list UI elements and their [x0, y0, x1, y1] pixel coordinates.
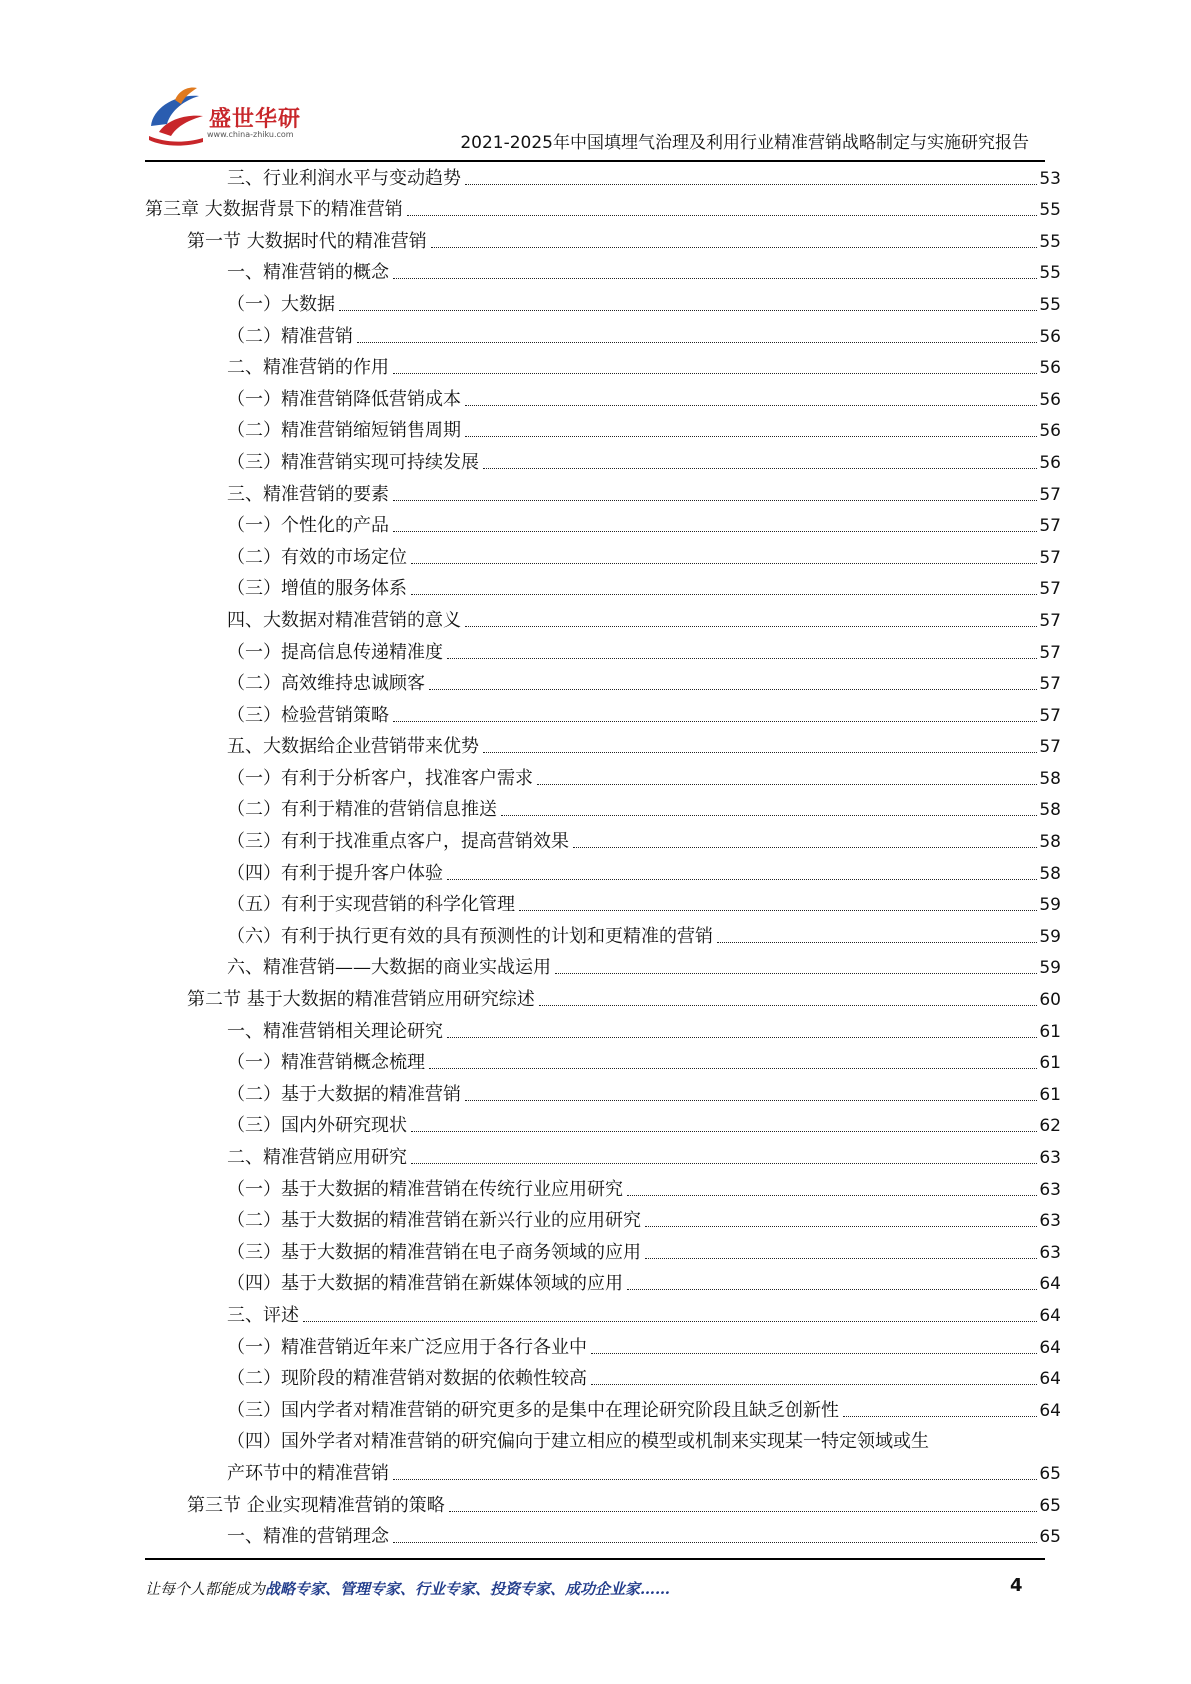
- toc-entry-title: （四）基于大数据的精准营销在新媒体领域的应用: [227, 1273, 623, 1295]
- toc-entry-title: （五）有利于实现营销的科学化管理: [227, 894, 515, 916]
- toc-entry[interactable]: [145, 602, 1061, 634]
- toc-entry-title: 第一节 大数据时代的精准营销: [187, 230, 427, 252]
- toc-entry-title: 四、大数据对精准营销的意义: [227, 609, 461, 631]
- toc-entry[interactable]: [145, 1424, 1061, 1456]
- toc-entry-title: （二）现阶段的精准营销对数据的依赖性较高: [227, 1368, 587, 1390]
- toc-entry-page: 56: [1039, 326, 1061, 347]
- toc-entry-page: 57: [1039, 642, 1061, 663]
- footer-divider: [145, 1558, 1045, 1560]
- toc-entry-title: （三）国内学者对精准营销的研究更多的是集中在理论研究阶段且缺乏创新性: [227, 1399, 839, 1421]
- toc-entry[interactable]: [145, 792, 1061, 824]
- toc-entry-page: 63: [1039, 1242, 1061, 1263]
- toc-entry[interactable]: [145, 950, 1061, 982]
- toc-entry[interactable]: [145, 1266, 1061, 1298]
- toc-leader-dots: [465, 183, 1037, 185]
- toc-entry-title: （二）高效维持忠诚顾客: [227, 673, 425, 695]
- toc-entry[interactable]: [145, 729, 1061, 761]
- toc-leader-dots: [627, 1288, 1037, 1290]
- toc-leader-dots: [411, 1162, 1037, 1164]
- toc-entry-title: （一）个性化的产品: [227, 515, 389, 537]
- toc-entry-title: （二）精准营销缩短销售周期: [227, 420, 461, 442]
- toc-leader-dots: [539, 1004, 1038, 1006]
- toc-leader-dots: [429, 688, 1037, 690]
- toc-leader-dots: [339, 309, 1037, 311]
- toc-entry-page: 57: [1039, 516, 1061, 537]
- toc-entry-page: 63: [1039, 1179, 1061, 1200]
- toc-entry-page: 56: [1039, 452, 1061, 473]
- toc-entry-title: 三、精准营销的要素: [227, 483, 389, 505]
- toc-leader-dots: [465, 1099, 1037, 1101]
- toc-entry[interactable]: [145, 634, 1061, 666]
- toc-entry-page: 62: [1039, 1116, 1061, 1137]
- page-header: [145, 78, 1045, 160]
- toc-entry-title: （二）精准营销: [227, 325, 353, 347]
- toc-leader-dots: [447, 878, 1037, 880]
- toc-entry-title: （二）有利于精准的营销信息推送: [227, 799, 497, 821]
- toc-leader-dots: [447, 657, 1037, 659]
- toc-entry-title: 三、行业利润水平与变动趋势: [227, 167, 461, 189]
- toc-entry-title: （四）有利于提升客户体验: [227, 862, 443, 884]
- toc-entry-title: （二）基于大数据的精准营销: [227, 1083, 461, 1105]
- toc-leader-dots: [393, 1541, 1037, 1543]
- toc-entry-page: 61: [1039, 1021, 1061, 1042]
- toc-entry-page: 65: [1039, 1495, 1061, 1516]
- toc-entry-page: 57: [1039, 484, 1061, 505]
- toc-entry-page: 65: [1039, 1463, 1061, 1484]
- page-number: 4: [1010, 1575, 1023, 1596]
- toc-leader-dots: [447, 1036, 1037, 1038]
- toc-entry-title: （一）精准营销近年来广泛应用于各行各业中: [227, 1336, 587, 1358]
- toc-entry-title: （一）精准营销概念梳理: [227, 1052, 425, 1074]
- toc-entry[interactable]: [145, 1139, 1061, 1171]
- toc-entry-page: 58: [1039, 863, 1061, 884]
- toc-entry[interactable]: [145, 508, 1061, 540]
- toc-entry-page: 60: [1039, 990, 1061, 1011]
- toc-entry[interactable]: [145, 539, 1061, 571]
- toc-entry-page: 64: [1039, 1369, 1061, 1390]
- toc-entry-page: 56: [1039, 421, 1061, 442]
- toc-leader-dots: [555, 972, 1037, 974]
- toc-entry-page: 57: [1039, 579, 1061, 600]
- footer-prefix: 让每个人都能成为: [145, 1580, 266, 1598]
- toc-entry[interactable]: [145, 855, 1061, 887]
- toc-entry-page: 57: [1039, 705, 1061, 726]
- report-title: 2021-2025年中国填埋气治理及利用行业精准营销战略制定与实施研究报告: [460, 133, 1029, 153]
- toc-entry-page: 59: [1039, 926, 1061, 947]
- toc-leader-dots: [591, 1352, 1037, 1354]
- toc-entry-title: 五、大数据给企业营销带来优势: [227, 736, 479, 758]
- toc-leader-dots: [645, 1225, 1037, 1227]
- toc-entry[interactable]: [145, 476, 1061, 508]
- toc-leader-dots: [393, 372, 1037, 374]
- toc-leader-dots: [303, 1320, 1037, 1322]
- toc-entry-page: 55: [1039, 231, 1061, 252]
- toc-entry-title: 二、精准营销的作用: [227, 357, 389, 379]
- toc-entry[interactable]: [145, 823, 1061, 855]
- toc-entry-page: 61: [1039, 1084, 1061, 1105]
- toc-entry[interactable]: [145, 1076, 1061, 1108]
- toc-entry[interactable]: [145, 1361, 1061, 1393]
- toc-entry-title: 三、评述: [227, 1304, 299, 1326]
- toc-entry[interactable]: [145, 1234, 1061, 1266]
- toc-leader-dots: [465, 435, 1037, 437]
- toc-entry-title: 一、精准营销相关理论研究: [227, 1020, 443, 1042]
- toc-leader-dots: [393, 530, 1037, 532]
- toc-entry[interactable]: [145, 571, 1061, 603]
- toc-entry[interactable]: [145, 223, 1061, 255]
- toc-entry-title: 一、精准营销的概念: [227, 262, 389, 284]
- toc-leader-dots: [465, 404, 1037, 406]
- toc-leader-dots: [537, 783, 1037, 785]
- logo-name: 盛世华研: [209, 107, 302, 132]
- toc-entry[interactable]: [145, 918, 1061, 950]
- toc-leader-dots: [393, 720, 1037, 722]
- toc-entry-title: （三）检验营销策略: [227, 704, 389, 726]
- toc-entry-page: 55: [1039, 294, 1061, 315]
- toc-entry-title: （一）提高信息传递精准度: [227, 641, 443, 663]
- toc-entry-page: 58: [1039, 832, 1061, 853]
- toc-leader-dots: [501, 814, 1037, 816]
- toc-entry-title: （三）国内外研究现状: [227, 1115, 407, 1137]
- toc-entry-title: （二）有效的市场定位: [227, 546, 407, 568]
- toc-leader-dots: [393, 499, 1037, 501]
- toc-leader-dots: [645, 1257, 1037, 1259]
- toc-entry[interactable]: [145, 413, 1061, 445]
- toc-entry-page: 64: [1039, 1337, 1061, 1358]
- toc-entry-page: 64: [1039, 1274, 1061, 1295]
- toc-entry[interactable]: [145, 697, 1061, 729]
- toc-entry-title: （四）国外学者对精准营销的研究偏向于建立相应的模型或机制来实现某一特定领域或生: [227, 1431, 929, 1453]
- toc-entry-title: 二、精准营销应用研究: [227, 1147, 407, 1168]
- toc-leader-dots: [717, 941, 1037, 943]
- toc-leader-dots: [407, 214, 1038, 216]
- toc-entry[interactable]: [145, 760, 1061, 792]
- toc-entry-title: （一）有利于分析客户，找准客户需求: [227, 767, 533, 789]
- toc-entry-page: 63: [1039, 1211, 1061, 1232]
- toc-leader-dots: [843, 1415, 1037, 1417]
- logo-url: www.china-zhiku.com: [207, 130, 294, 139]
- toc-entry[interactable]: [145, 1329, 1061, 1361]
- toc-leader-dots: [519, 909, 1037, 911]
- toc-entry-title: 产环节中的精准营销: [227, 1462, 389, 1484]
- toc-entry-title: 第三章 大数据背景下的精准营销: [145, 199, 403, 221]
- toc-entry-page: 63: [1039, 1148, 1061, 1168]
- toc-entry[interactable]: [145, 1519, 1061, 1551]
- toc-entry-page: 56: [1039, 389, 1061, 410]
- toc-entry-title: （三）增值的服务体系: [227, 578, 407, 600]
- toc-entry-page: 57: [1039, 610, 1061, 631]
- toc-leader-dots: [449, 1510, 1038, 1512]
- toc-entry[interactable]: [145, 1045, 1061, 1077]
- toc-entry[interactable]: [145, 1455, 1061, 1487]
- toc-entry-title: （三）基于大数据的精准营销在电子商务领域的应用: [227, 1241, 641, 1263]
- toc-entry-page: 65: [1039, 1527, 1061, 1548]
- toc-entry-page: 57: [1039, 547, 1061, 568]
- toc-leader-dots: [411, 593, 1037, 595]
- toc-entry[interactable]: [145, 887, 1061, 919]
- toc-entry-title: （三）有利于找准重点客户，提高营销效果: [227, 831, 569, 853]
- footer-slogan: [145, 1578, 670, 1599]
- toc-entry-title: 第三节 企业实现精准营销的策略: [187, 1494, 445, 1516]
- footer-highlight: 战略专家、管理专家、行业专家、投资专家、成功企业家……: [265, 1580, 671, 1598]
- toc-leader-dots: [393, 1478, 1037, 1480]
- toc-entry-page: 56: [1039, 358, 1061, 379]
- toc-leader-dots: [573, 846, 1037, 848]
- toc-leader-dots: [483, 751, 1037, 753]
- toc-entry-title: 一、精准的营销理念: [227, 1526, 389, 1548]
- toc-entry[interactable]: [145, 255, 1061, 287]
- toc-entry-page: 61: [1039, 1053, 1061, 1074]
- toc-leader-dots: [591, 1383, 1037, 1385]
- toc-entry[interactable]: [145, 1171, 1061, 1203]
- toc-entry[interactable]: [145, 381, 1061, 413]
- toc-entry-page: 57: [1039, 737, 1061, 758]
- toc-leader-dots: [627, 1194, 1037, 1196]
- toc-leader-dots: [483, 467, 1037, 469]
- toc-entry-page: 59: [1039, 895, 1061, 916]
- toc-leader-dots: [393, 277, 1037, 279]
- toc-leader-dots: [411, 1130, 1037, 1132]
- toc-entry[interactable]: [145, 318, 1061, 350]
- toc-leader-dots: [431, 246, 1038, 248]
- toc-entry-page: 58: [1039, 800, 1061, 821]
- toc-entry-page: 53: [1039, 168, 1061, 189]
- toc-entry-page: 57: [1039, 674, 1061, 695]
- toc-leader-dots: [411, 562, 1037, 564]
- toc-entry[interactable]: [145, 981, 1061, 1013]
- toc-entry-title: （三）精准营销实现可持续发展: [227, 451, 479, 473]
- toc-entry-title: （一）基于大数据的精准营销在传统行业应用研究: [227, 1178, 623, 1200]
- toc-leader-dots: [357, 341, 1037, 343]
- toc-entry-page: 55: [1039, 200, 1061, 221]
- toc-entry-page: 59: [1039, 958, 1061, 979]
- toc-entry-page: 64: [1039, 1305, 1061, 1326]
- toc-entry-title: （一）精准营销降低营销成本: [227, 388, 461, 410]
- toc-entry[interactable]: [145, 1297, 1061, 1329]
- toc-entry[interactable]: [145, 1013, 1061, 1045]
- toc-entry-page: 64: [1039, 1400, 1061, 1421]
- toc-leader-dots: [429, 1067, 1037, 1069]
- toc-entry[interactable]: [145, 1487, 1061, 1519]
- toc-entry-page: 55: [1039, 263, 1061, 284]
- toc-entry[interactable]: [145, 1392, 1061, 1424]
- toc-entry[interactable]: [145, 286, 1061, 318]
- toc-entry[interactable]: [145, 444, 1061, 476]
- toc-entry[interactable]: [145, 160, 1061, 192]
- toc-entry-title: （一）大数据: [227, 293, 335, 315]
- table-of-contents: [145, 160, 1061, 1550]
- toc-entry-title: 六、精准营销——大数据的商业实战运用: [227, 957, 551, 979]
- toc-leader-dots: [465, 625, 1037, 627]
- toc-entry[interactable]: [145, 1108, 1061, 1140]
- toc-entry-title: 第二节 基于大数据的精准营销应用研究综述: [187, 989, 535, 1011]
- toc-entry-title: （二）基于大数据的精准营销在新兴行业的应用研究: [227, 1210, 641, 1232]
- toc-entry[interactable]: [145, 1203, 1061, 1235]
- toc-entry[interactable]: [145, 192, 1061, 224]
- toc-entry-title: （六）有利于执行更有效的具有预测性的计划和更精准的营销: [227, 925, 713, 947]
- toc-entry-page: 58: [1039, 768, 1061, 789]
- toc-entry[interactable]: [145, 666, 1061, 698]
- toc-entry[interactable]: [145, 350, 1061, 382]
